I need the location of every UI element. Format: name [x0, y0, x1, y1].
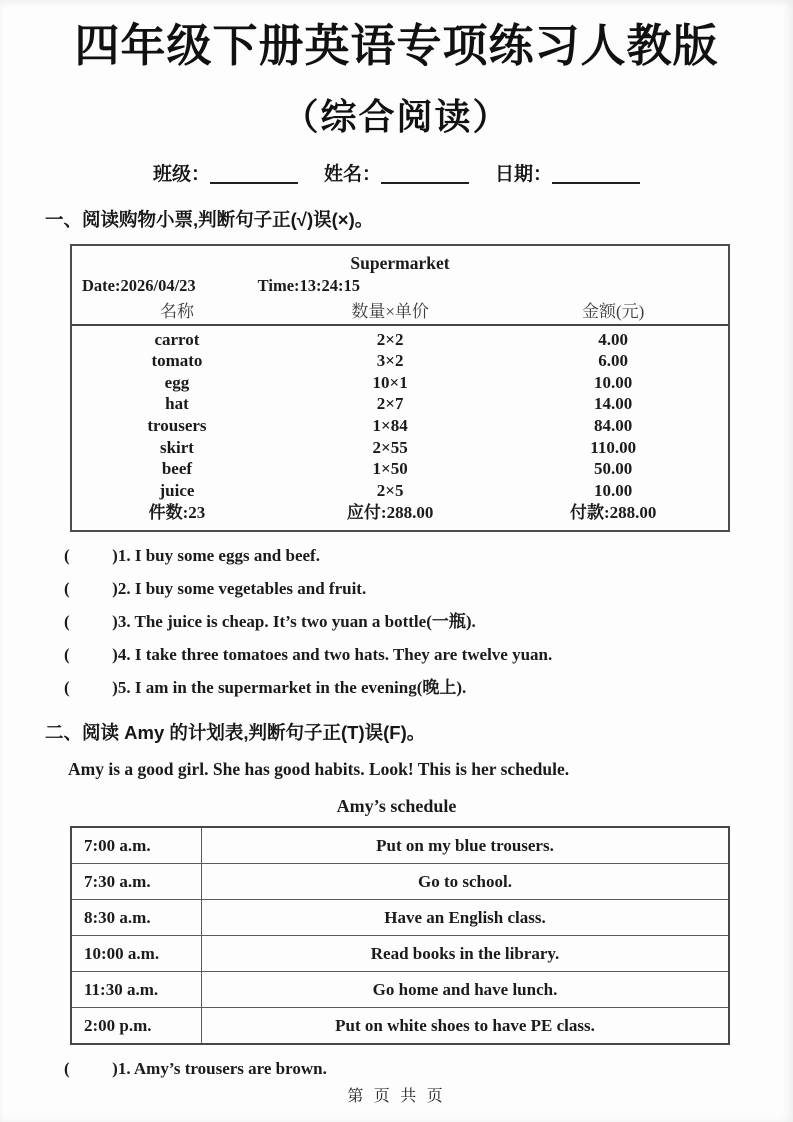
schedule-time: 7:00 a.m. — [72, 828, 202, 863]
receipt-datetime-row — [72, 275, 728, 297]
totals-amount-due: 应付:288.00 — [346, 503, 434, 523]
schedule-row — [72, 863, 728, 899]
question-item: ( )4. I take three tomatoes and two hats. They are twelve yuan. — [64, 645, 553, 665]
item-amount: 6.00 — [598, 351, 629, 371]
date-label: 日期： — [495, 164, 553, 186]
schedule-activity: Put on my blue trousers. — [376, 835, 554, 855]
receipt-body — [72, 329, 728, 502]
receipt-store-name: Supermarket — [350, 252, 450, 273]
item-name: beef — [161, 459, 193, 479]
student-info-row — [0, 165, 793, 184]
class-label: 班级： — [152, 164, 210, 186]
receipt-row — [72, 415, 728, 437]
item-name: skirt — [159, 437, 194, 457]
schedule-row — [72, 828, 728, 863]
question-item: ( )3. The juice is cheap. It’s two yuan a bottle(一瓶). — [64, 612, 476, 632]
totals-amount-paid: 付款:288.00 — [569, 503, 657, 523]
name-blank-line — [381, 165, 469, 184]
date-field — [495, 165, 640, 184]
item-amount: 50.00 — [594, 459, 633, 479]
receipt-header-row — [72, 299, 728, 326]
class-field — [153, 165, 298, 184]
page-title: 四年级下册英语专项练习人教版 — [74, 20, 719, 71]
schedule-row — [72, 899, 728, 935]
name-label: 姓名： — [323, 164, 381, 186]
schedule-activity: Go to school. — [418, 871, 512, 891]
item-qty-price: 10×1 — [372, 372, 408, 392]
receipt-row — [72, 458, 728, 480]
section1-questions — [64, 547, 793, 697]
schedule-time: 7:30 a.m. — [72, 864, 202, 899]
receipt-row — [72, 350, 728, 372]
name-field — [324, 165, 469, 184]
item-qty-price: 1×50 — [372, 459, 408, 479]
schedule-row — [72, 1007, 728, 1043]
item-qty-price: 2×7 — [376, 394, 404, 414]
item-name: tomato — [151, 351, 203, 371]
receipt-row — [72, 437, 728, 459]
receipt-col-name: 名称 — [159, 301, 194, 321]
item-qty-price: 2×55 — [372, 437, 408, 457]
schedule-activity: Put on white shoes to have PE class. — [335, 1015, 595, 1035]
item-amount: 84.00 — [594, 415, 633, 435]
schedule-time: 2:00 p.m. — [72, 1008, 202, 1043]
section2-questions — [64, 1060, 793, 1078]
item-amount: 10.00 — [594, 372, 633, 392]
item-amount: 14.00 — [594, 394, 633, 414]
schedule-table — [70, 826, 730, 1045]
question-item: ( )2. I buy some vegetables and fruit. — [64, 579, 367, 599]
schedule-time: 10:00 a.m. — [72, 936, 202, 971]
receipt-table — [70, 244, 730, 533]
schedule-activity: Have an English class. — [384, 907, 546, 927]
item-qty-price: 3×2 — [376, 351, 404, 371]
item-name: juice — [159, 480, 195, 500]
section1-heading: 一、阅读购物小票,判断句子正(√)误(×)。 — [45, 209, 374, 231]
item-name: trousers — [147, 415, 207, 435]
schedule-activity: Go home and have lunch. — [372, 979, 558, 999]
schedule-activity: Read books in the library. — [370, 943, 560, 963]
receipt-row — [72, 329, 728, 351]
schedule-title: Amy’s schedule — [336, 796, 457, 817]
page-footer: 第 页 共 页 — [347, 1088, 446, 1105]
receipt-row — [72, 393, 728, 415]
schedule-row — [72, 971, 728, 1007]
page-subtitle: （综合阅读） — [282, 95, 511, 137]
question-item: ( )5. I am in the supermarket in the evening(晚上). — [64, 678, 467, 698]
item-amount: 4.00 — [598, 329, 629, 349]
item-amount: 10.00 — [594, 480, 633, 500]
date-blank-line — [552, 165, 640, 184]
receipt-col-qty-price: 数量×单价 — [351, 301, 429, 321]
receipt-date: Date:2026/04/23 — [82, 275, 196, 295]
schedule-time: 11:30 a.m. — [72, 972, 202, 1007]
item-name: egg — [164, 372, 190, 392]
question-item: ( )1. I buy some eggs and beef. — [64, 546, 320, 566]
receipt-time: Time:13:24:15 — [257, 275, 360, 295]
section2-heading: 二、阅读 Amy 的计划表,判断句子正(T)误(F)。 — [45, 722, 426, 744]
totals-item-count: 件数:23 — [148, 503, 206, 523]
item-qty-price: 2×5 — [376, 480, 404, 500]
schedule-row — [72, 935, 728, 971]
item-name: hat — [165, 394, 189, 414]
item-qty-price: 1×84 — [372, 415, 408, 435]
receipt-row — [72, 372, 728, 394]
item-qty-price: 2×2 — [376, 329, 404, 349]
schedule-time: 8:30 a.m. — [72, 900, 202, 935]
question-item: ( )1. Amy’s trousers are brown. — [64, 1059, 327, 1079]
receipt-col-amount: 金额(元) — [582, 301, 645, 321]
item-amount: 110.00 — [590, 437, 637, 457]
receipt-totals-row — [72, 501, 728, 524]
item-name: carrot — [154, 329, 200, 349]
receipt-row — [72, 480, 728, 502]
class-blank-line — [210, 165, 298, 184]
section2-intro: Amy is a good girl. She has good habits. Look! This is her schedule. — [68, 759, 570, 780]
